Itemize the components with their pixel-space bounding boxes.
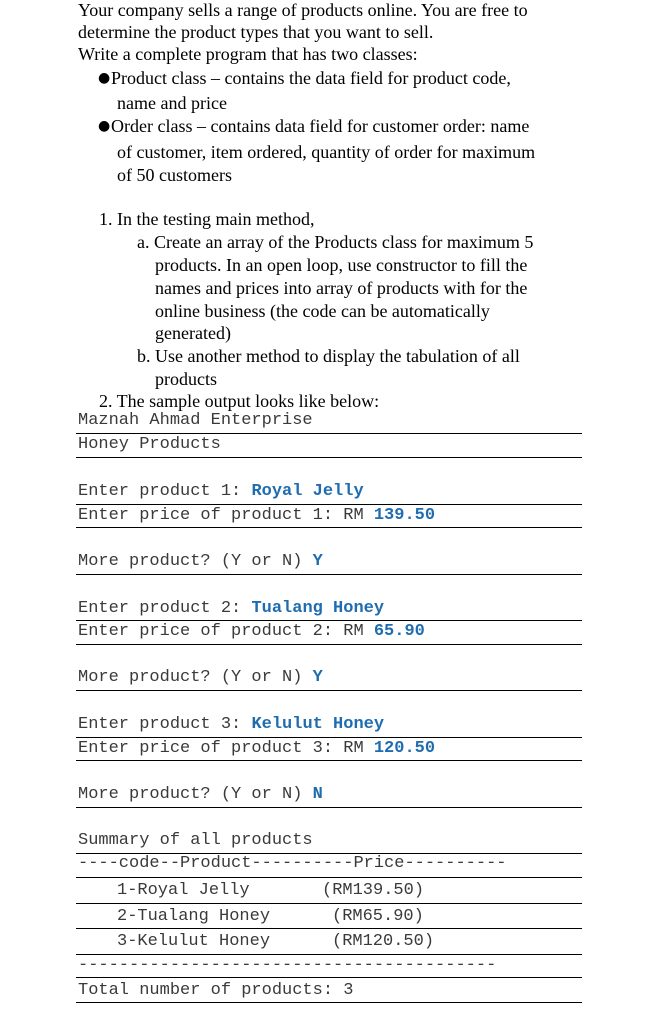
step-1a-line-2: products. In an open loop, use constructor to fill the <box>155 255 528 275</box>
divider <box>76 574 582 575</box>
user-input: 120.50 <box>373 739 436 758</box>
intro-line-2: determine the product types that you want to sell. <box>78 22 434 42</box>
user-input: Kelulut Honey <box>251 715 385 734</box>
output-category: Honey Products <box>78 435 221 454</box>
bullet-2-line-3: of 50 customers <box>117 165 232 185</box>
divider <box>76 644 582 645</box>
user-input: 139.50 <box>373 506 436 525</box>
table-row-price: (RM139.50) <box>322 881 425 900</box>
table-row-item: 3-Kelulut Honey <box>117 932 271 951</box>
product-entry-line: Enter product 2: Tualang Honey <box>78 599 385 618</box>
step-1a-line-5: generated) <box>155 323 231 343</box>
table-row-item: 1-Royal Jelly <box>117 881 250 900</box>
divider <box>76 903 582 904</box>
user-input: Y <box>312 552 323 571</box>
table-row-price: (RM65.90) <box>332 907 424 926</box>
bullet-2-line-1: Order class – contains data field for customer order: name <box>111 116 530 136</box>
total-products: Total number of products: 3 <box>78 981 354 1000</box>
user-input: N <box>312 785 323 804</box>
summary-title: Summary of all products <box>78 831 313 850</box>
user-input: 65.90 <box>373 622 425 641</box>
more-product-line: More product? (Y or N) N <box>78 785 323 804</box>
product-entry-line: Enter product 3: Kelulut Honey <box>78 715 385 734</box>
divider <box>76 457 582 458</box>
output-company: Maznah Ahmad Enterprise <box>78 411 313 430</box>
step-1: 1. In the testing main method, <box>99 209 315 229</box>
price-entry-line: Enter price of product 3: RM 120.50 <box>78 739 436 758</box>
step-1b-line-2: products <box>155 369 217 389</box>
divider <box>76 760 582 761</box>
step-2: 2. The sample output looks like below: <box>99 391 380 411</box>
bullet-2-line-2: of customer, item ordered, quantity of order for maximum <box>117 142 536 162</box>
table-header: ----code--Product----------Price---------- <box>78 854 507 873</box>
divider <box>76 807 582 808</box>
user-input: Y <box>312 668 323 687</box>
price-entry-line: Enter price of product 2: RM 65.90 <box>78 622 425 641</box>
bullet-1-line-1: Product class – contains the data field for product code, <box>111 68 511 88</box>
intro-line-1: Your company sells a range of products online. You are free to <box>78 0 528 20</box>
product-entry-line: Enter product 1: Royal Jelly <box>78 482 364 501</box>
step-1a-line-3: names and prices into array of products with for the <box>155 278 528 298</box>
bullet-1-line-2: name and price <box>117 93 227 113</box>
divider <box>76 690 582 691</box>
table-separator: ----------------------------------------- <box>78 956 497 975</box>
divider <box>76 877 582 878</box>
bullet-icon: ● <box>98 118 111 134</box>
bullet-icon: ● <box>98 70 111 86</box>
step-1a-line-4: online business (the code can be automatically <box>155 301 490 321</box>
user-input: Tualang Honey <box>251 599 385 618</box>
table-row-item: 2-Tualang Honey <box>117 907 271 926</box>
step-1a-line-1: a. Create an array of the Products class for maximum 5 <box>137 232 534 252</box>
table-row-price: (RM120.50) <box>332 932 435 951</box>
divider <box>76 977 582 978</box>
intro-line-3: Write a complete program that has two classes: <box>78 44 418 64</box>
user-input: Royal Jelly <box>251 482 364 501</box>
step-1b-line-1: b. Use another method to display the tabulation of all <box>137 346 520 366</box>
more-product-line: More product? (Y or N) Y <box>78 552 323 571</box>
divider <box>76 1002 582 1003</box>
price-entry-line: Enter price of product 1: RM 139.50 <box>78 506 436 525</box>
divider <box>76 928 582 929</box>
divider <box>76 527 582 528</box>
more-product-line: More product? (Y or N) Y <box>78 668 323 687</box>
